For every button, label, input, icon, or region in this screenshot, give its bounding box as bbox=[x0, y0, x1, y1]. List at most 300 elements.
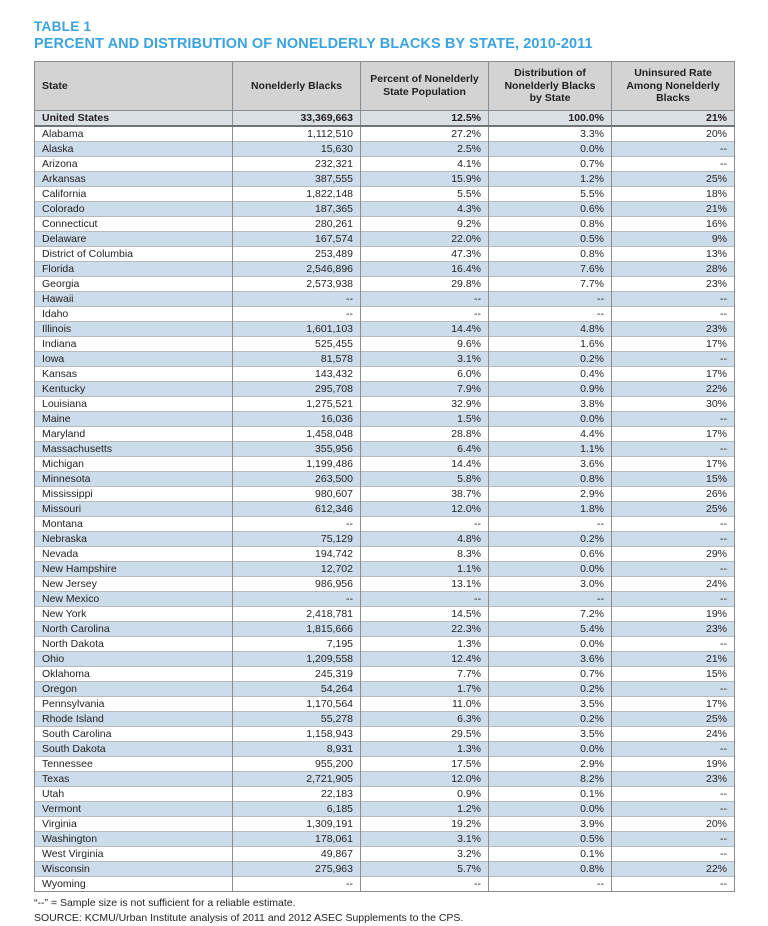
cell-percent-of-state-population: 22.0% bbox=[361, 232, 489, 247]
table-row bbox=[35, 562, 735, 577]
cell-state: Rhode Island bbox=[35, 712, 233, 727]
table-row bbox=[35, 637, 735, 652]
cell-nonelderly-blacks: 54,264 bbox=[233, 682, 361, 697]
cell-distribution: 3.6% bbox=[489, 457, 612, 472]
cell-nonelderly-blacks: -- bbox=[233, 292, 361, 307]
cell-distribution: 7.2% bbox=[489, 607, 612, 622]
cell-nonelderly-blacks: 1,309,191 bbox=[233, 817, 361, 832]
table-row bbox=[35, 547, 735, 562]
cell-nonelderly-blacks: 187,365 bbox=[233, 202, 361, 217]
cell-state: Oklahoma bbox=[35, 667, 233, 682]
cell-nonelderly-blacks: 7,195 bbox=[233, 637, 361, 652]
cell-percent-of-state-population: 15.9% bbox=[361, 172, 489, 187]
table-row bbox=[35, 307, 735, 322]
cell-nonelderly-blacks: 253,489 bbox=[233, 247, 361, 262]
column-header-state-line-1: State bbox=[42, 79, 68, 92]
cell-uninsured-rate: -- bbox=[612, 292, 735, 307]
cell-state: Georgia bbox=[35, 277, 233, 292]
cell-nonelderly-blacks: 2,573,938 bbox=[233, 277, 361, 292]
cell-state: Iowa bbox=[35, 352, 233, 367]
page-title: PERCENT AND DISTRIBUTION OF NONELDERLY BLACKS BY STATE, 2010-2011 bbox=[34, 36, 593, 52]
cell-uninsured-rate: -- bbox=[612, 517, 735, 532]
cell-percent-of-state-population: 4.8% bbox=[361, 532, 489, 547]
cell-state: North Carolina bbox=[35, 622, 233, 637]
table-row bbox=[35, 757, 735, 772]
table-row bbox=[35, 142, 735, 157]
nonelderly-blacks-by-state-table bbox=[34, 61, 735, 892]
cell-state: South Dakota bbox=[35, 742, 233, 757]
table-header bbox=[35, 62, 735, 111]
cell-nonelderly-blacks: 263,500 bbox=[233, 472, 361, 487]
cell-state: Idaho bbox=[35, 307, 233, 322]
cell-nonelderly-blacks: 143,432 bbox=[233, 367, 361, 382]
cell-nonelderly-blacks: 49,867 bbox=[233, 847, 361, 862]
cell-distribution: 3.3% bbox=[489, 126, 612, 142]
cell-uninsured-rate: 17% bbox=[612, 337, 735, 352]
table-row bbox=[35, 802, 735, 817]
cell-nonelderly-blacks: 22,183 bbox=[233, 787, 361, 802]
cell-percent-of-state-population: 14.5% bbox=[361, 607, 489, 622]
cell-distribution: 8.2% bbox=[489, 772, 612, 787]
table-row-total bbox=[35, 110, 735, 126]
cell-distribution: 0.8% bbox=[489, 862, 612, 877]
cell-distribution: 0.5% bbox=[489, 832, 612, 847]
cell-state: Colorado bbox=[35, 202, 233, 217]
cell-nonelderly-blacks: -- bbox=[233, 592, 361, 607]
cell-state: North Dakota bbox=[35, 637, 233, 652]
cell-percent-of-state-population: -- bbox=[361, 292, 489, 307]
cell-nonelderly-blacks: 275,963 bbox=[233, 862, 361, 877]
cell-uninsured-rate: -- bbox=[612, 352, 735, 367]
cell-state: Washington bbox=[35, 832, 233, 847]
cell-distribution: 1.8% bbox=[489, 502, 612, 517]
cell-uninsured-rate: -- bbox=[612, 412, 735, 427]
cell-distribution: 0.0% bbox=[489, 742, 612, 757]
cell-percent-of-state-population: 1.3% bbox=[361, 742, 489, 757]
cell-distribution: 3.9% bbox=[489, 817, 612, 832]
cell-state: Wisconsin bbox=[35, 862, 233, 877]
cell-state: Alaska bbox=[35, 142, 233, 157]
cell-uninsured-rate: -- bbox=[612, 637, 735, 652]
cell-nonelderly-blacks: 6,185 bbox=[233, 802, 361, 817]
cell-uninsured-rate: -- bbox=[612, 307, 735, 322]
table-row bbox=[35, 847, 735, 862]
cell-uninsured-rate: -- bbox=[612, 442, 735, 457]
cell-state: Alabama bbox=[35, 126, 233, 142]
table-row bbox=[35, 262, 735, 277]
cell-state: Arkansas bbox=[35, 172, 233, 187]
column-header-percent-of-state-population bbox=[361, 62, 489, 111]
cell-uninsured-rate: 23% bbox=[612, 277, 735, 292]
cell-percent-of-state-population: 3.1% bbox=[361, 832, 489, 847]
cell-percent-of-state-population: 27.2% bbox=[361, 126, 489, 142]
cell-nonelderly-blacks: -- bbox=[233, 307, 361, 322]
table-row bbox=[35, 427, 735, 442]
cell-percent-of-state-population: 12.0% bbox=[361, 772, 489, 787]
cell-state: Indiana bbox=[35, 337, 233, 352]
cell-state: Oregon bbox=[35, 682, 233, 697]
table-row bbox=[35, 667, 735, 682]
cell-distribution: 0.0% bbox=[489, 142, 612, 157]
cell-percent-of-state-population: 4.1% bbox=[361, 157, 489, 172]
cell-uninsured-rate: 21% bbox=[612, 652, 735, 667]
table-row bbox=[35, 187, 735, 202]
cell-state: Tennessee bbox=[35, 757, 233, 772]
cell-state: California bbox=[35, 187, 233, 202]
cell-state: Illinois bbox=[35, 322, 233, 337]
cell-nonelderly-blacks: 1,458,048 bbox=[233, 427, 361, 442]
table-row bbox=[35, 126, 735, 142]
cell-distribution: 1.1% bbox=[489, 442, 612, 457]
cell-state: Ohio bbox=[35, 652, 233, 667]
cell-percent-of-state-population: 1.1% bbox=[361, 562, 489, 577]
cell-uninsured-rate: 18% bbox=[612, 187, 735, 202]
cell-nonelderly-blacks: 1,199,486 bbox=[233, 457, 361, 472]
cell-uninsured-rate: 20% bbox=[612, 126, 735, 142]
cell-distribution: 0.8% bbox=[489, 217, 612, 232]
table-row bbox=[35, 682, 735, 697]
table-row bbox=[35, 322, 735, 337]
cell-uninsured-rate: 19% bbox=[612, 607, 735, 622]
cell-distribution: 2.9% bbox=[489, 487, 612, 502]
cell-distribution: 0.0% bbox=[489, 412, 612, 427]
table-row bbox=[35, 352, 735, 367]
table-row bbox=[35, 772, 735, 787]
cell-nonelderly-blacks: 1,815,666 bbox=[233, 622, 361, 637]
cell-uninsured-rate: 17% bbox=[612, 697, 735, 712]
cell-uninsured-rate: -- bbox=[612, 877, 735, 892]
cell-uninsured-rate: 22% bbox=[612, 862, 735, 877]
cell-nonelderly-blacks: 525,455 bbox=[233, 337, 361, 352]
cell-distribution: 3.6% bbox=[489, 652, 612, 667]
table-row bbox=[35, 202, 735, 217]
cell-nonelderly-blacks: 295,708 bbox=[233, 382, 361, 397]
cell-distribution: 3.0% bbox=[489, 577, 612, 592]
cell-percent-of-state-population: 19.2% bbox=[361, 817, 489, 832]
column-header-nonelderly-blacks bbox=[233, 62, 361, 111]
cell-distribution: 7.7% bbox=[489, 277, 612, 292]
cell-uninsured-rate: 25% bbox=[612, 172, 735, 187]
cell-percent-of-state-population: 9.6% bbox=[361, 337, 489, 352]
cell-percent-of-state-population: -- bbox=[361, 877, 489, 892]
cell-distribution: 2.9% bbox=[489, 757, 612, 772]
cell-uninsured-rate: 19% bbox=[612, 757, 735, 772]
cell-nonelderly-blacks: 167,574 bbox=[233, 232, 361, 247]
cell-distribution: 4.8% bbox=[489, 322, 612, 337]
cell-percent-of-state-population: 1.3% bbox=[361, 637, 489, 652]
cell-distribution: 0.6% bbox=[489, 547, 612, 562]
cell-distribution: 0.5% bbox=[489, 232, 612, 247]
cell-nonelderly-blacks: 232,321 bbox=[233, 157, 361, 172]
cell-percent-of-state-population: 11.0% bbox=[361, 697, 489, 712]
cell-percent-of-state-population: 1.5% bbox=[361, 412, 489, 427]
table-row bbox=[35, 652, 735, 667]
cell-state: United States bbox=[35, 110, 233, 126]
cell-uninsured-rate: -- bbox=[612, 802, 735, 817]
cell-distribution: 0.6% bbox=[489, 202, 612, 217]
cell-state: Minnesota bbox=[35, 472, 233, 487]
cell-uninsured-rate: 24% bbox=[612, 577, 735, 592]
cell-distribution: 0.0% bbox=[489, 562, 612, 577]
cell-state: New York bbox=[35, 607, 233, 622]
cell-percent-of-state-population: 17.5% bbox=[361, 757, 489, 772]
cell-uninsured-rate: 26% bbox=[612, 487, 735, 502]
cell-distribution: 3.5% bbox=[489, 727, 612, 742]
table-label: TABLE 1 bbox=[34, 19, 92, 34]
cell-uninsured-rate: -- bbox=[612, 142, 735, 157]
cell-nonelderly-blacks: 16,036 bbox=[233, 412, 361, 427]
cell-distribution: 0.2% bbox=[489, 712, 612, 727]
cell-nonelderly-blacks: 1,209,558 bbox=[233, 652, 361, 667]
table-row bbox=[35, 712, 735, 727]
cell-percent-of-state-population: 3.1% bbox=[361, 352, 489, 367]
cell-distribution: 3.5% bbox=[489, 697, 612, 712]
cell-state: New Mexico bbox=[35, 592, 233, 607]
cell-nonelderly-blacks: 245,319 bbox=[233, 667, 361, 682]
cell-distribution: 5.5% bbox=[489, 187, 612, 202]
table-body bbox=[35, 110, 735, 892]
column-header-distribution-line-1: Distribution of bbox=[514, 67, 586, 79]
cell-percent-of-state-population: -- bbox=[361, 517, 489, 532]
cell-uninsured-rate: 17% bbox=[612, 457, 735, 472]
cell-uninsured-rate: 29% bbox=[612, 547, 735, 562]
cell-state: Nebraska bbox=[35, 532, 233, 547]
cell-percent-of-state-population: 5.5% bbox=[361, 187, 489, 202]
cell-percent-of-state-population: 12.0% bbox=[361, 502, 489, 517]
cell-percent-of-state-population: 29.5% bbox=[361, 727, 489, 742]
cell-uninsured-rate: 17% bbox=[612, 427, 735, 442]
column-header-distribution-line-3: by State bbox=[529, 92, 571, 104]
cell-state: Maine bbox=[35, 412, 233, 427]
cell-state: Louisiana bbox=[35, 397, 233, 412]
cell-nonelderly-blacks: 1,822,148 bbox=[233, 187, 361, 202]
table-row bbox=[35, 817, 735, 832]
cell-nonelderly-blacks: 2,418,781 bbox=[233, 607, 361, 622]
column-header-percent-line-2: State Population bbox=[383, 85, 466, 98]
table-row bbox=[35, 487, 735, 502]
cell-distribution: 0.4% bbox=[489, 367, 612, 382]
cell-uninsured-rate: 22% bbox=[612, 382, 735, 397]
cell-uninsured-rate: 17% bbox=[612, 367, 735, 382]
cell-nonelderly-blacks: 8,931 bbox=[233, 742, 361, 757]
cell-nonelderly-blacks: 1,112,510 bbox=[233, 126, 361, 142]
table-notes bbox=[34, 896, 734, 925]
column-header-distribution bbox=[489, 62, 612, 111]
cell-state: South Carolina bbox=[35, 727, 233, 742]
table-row bbox=[35, 577, 735, 592]
column-header-uninsured-rate bbox=[612, 62, 735, 111]
cell-uninsured-rate: -- bbox=[612, 847, 735, 862]
cell-state: Connecticut bbox=[35, 217, 233, 232]
cell-percent-of-state-population: 32.9% bbox=[361, 397, 489, 412]
cell-state: Utah bbox=[35, 787, 233, 802]
table-row bbox=[35, 337, 735, 352]
cell-state: New Hampshire bbox=[35, 562, 233, 577]
cell-state: Hawaii bbox=[35, 292, 233, 307]
cell-uninsured-rate: 15% bbox=[612, 667, 735, 682]
cell-state: Wyoming bbox=[35, 877, 233, 892]
cell-nonelderly-blacks: -- bbox=[233, 877, 361, 892]
cell-nonelderly-blacks: 194,742 bbox=[233, 547, 361, 562]
cell-distribution: 0.8% bbox=[489, 472, 612, 487]
cell-uninsured-rate: -- bbox=[612, 787, 735, 802]
cell-distribution: 0.2% bbox=[489, 352, 612, 367]
cell-distribution: 4.4% bbox=[489, 427, 612, 442]
cell-nonelderly-blacks: 81,578 bbox=[233, 352, 361, 367]
cell-distribution: -- bbox=[489, 517, 612, 532]
table-row bbox=[35, 397, 735, 412]
table-row bbox=[35, 697, 735, 712]
table-row bbox=[35, 727, 735, 742]
cell-uninsured-rate: 23% bbox=[612, 622, 735, 637]
cell-nonelderly-blacks: 2,721,905 bbox=[233, 772, 361, 787]
cell-percent-of-state-population: 5.8% bbox=[361, 472, 489, 487]
cell-percent-of-state-population: 3.2% bbox=[361, 847, 489, 862]
table-row bbox=[35, 787, 735, 802]
cell-distribution: 0.2% bbox=[489, 532, 612, 547]
cell-uninsured-rate: -- bbox=[612, 832, 735, 847]
table-row bbox=[35, 412, 735, 427]
cell-distribution: 0.0% bbox=[489, 802, 612, 817]
column-header-percent-line-1: Percent of Nonelderly bbox=[370, 73, 479, 86]
table-row bbox=[35, 607, 735, 622]
cell-percent-of-state-population: 12.5% bbox=[361, 110, 489, 126]
cell-uninsured-rate: -- bbox=[612, 562, 735, 577]
cell-uninsured-rate: 9% bbox=[612, 232, 735, 247]
cell-uninsured-rate: 16% bbox=[612, 217, 735, 232]
column-header-uninsured-line-1: Uninsured Rate bbox=[634, 67, 712, 79]
cell-distribution: 0.9% bbox=[489, 382, 612, 397]
cell-state: Virginia bbox=[35, 817, 233, 832]
cell-uninsured-rate: 24% bbox=[612, 727, 735, 742]
cell-uninsured-rate: -- bbox=[612, 742, 735, 757]
cell-uninsured-rate: 13% bbox=[612, 247, 735, 262]
cell-nonelderly-blacks: 280,261 bbox=[233, 217, 361, 232]
cell-state: Montana bbox=[35, 517, 233, 532]
cell-nonelderly-blacks: -- bbox=[233, 517, 361, 532]
table-row bbox=[35, 517, 735, 532]
cell-state: Vermont bbox=[35, 802, 233, 817]
cell-distribution: 1.2% bbox=[489, 172, 612, 187]
cell-percent-of-state-population: -- bbox=[361, 592, 489, 607]
cell-uninsured-rate: 25% bbox=[612, 712, 735, 727]
cell-state: Massachusetts bbox=[35, 442, 233, 457]
table-row bbox=[35, 502, 735, 517]
cell-state: Texas bbox=[35, 772, 233, 787]
footnote-dashes: “--” = Sample size is not sufficient for a reliable estimate. bbox=[34, 897, 296, 909]
cell-percent-of-state-population: 7.7% bbox=[361, 667, 489, 682]
cell-percent-of-state-population: -- bbox=[361, 307, 489, 322]
cell-uninsured-rate: -- bbox=[612, 592, 735, 607]
table-row bbox=[35, 247, 735, 262]
cell-uninsured-rate: 21% bbox=[612, 202, 735, 217]
cell-percent-of-state-population: 14.4% bbox=[361, 322, 489, 337]
cell-uninsured-rate: 25% bbox=[612, 502, 735, 517]
cell-nonelderly-blacks: 1,275,521 bbox=[233, 397, 361, 412]
cell-uninsured-rate: -- bbox=[612, 157, 735, 172]
cell-percent-of-state-population: 47.3% bbox=[361, 247, 489, 262]
cell-distribution: 3.8% bbox=[489, 397, 612, 412]
cell-uninsured-rate: 20% bbox=[612, 817, 735, 832]
cell-state: West Virginia bbox=[35, 847, 233, 862]
cell-state: Nevada bbox=[35, 547, 233, 562]
cell-uninsured-rate: 30% bbox=[612, 397, 735, 412]
cell-nonelderly-blacks: 1,158,943 bbox=[233, 727, 361, 742]
cell-distribution: -- bbox=[489, 877, 612, 892]
cell-uninsured-rate: 23% bbox=[612, 772, 735, 787]
cell-distribution: 100.0% bbox=[489, 110, 612, 126]
cell-distribution: 0.7% bbox=[489, 157, 612, 172]
cell-percent-of-state-population: 6.4% bbox=[361, 442, 489, 457]
column-header-nonelderly-blacks-line-1: Nonelderly Blacks bbox=[250, 79, 343, 92]
cell-distribution: 5.4% bbox=[489, 622, 612, 637]
cell-percent-of-state-population: 0.9% bbox=[361, 787, 489, 802]
cell-percent-of-state-population: 1.7% bbox=[361, 682, 489, 697]
cell-percent-of-state-population: 8.3% bbox=[361, 547, 489, 562]
cell-distribution: 0.1% bbox=[489, 847, 612, 862]
cell-nonelderly-blacks: 387,555 bbox=[233, 172, 361, 187]
cell-state: Delaware bbox=[35, 232, 233, 247]
cell-distribution: 7.6% bbox=[489, 262, 612, 277]
cell-percent-of-state-population: 12.4% bbox=[361, 652, 489, 667]
cell-distribution: 0.0% bbox=[489, 637, 612, 652]
column-header-distribution-line-2: Nonelderly Blacks bbox=[504, 79, 596, 92]
table-row bbox=[35, 232, 735, 247]
cell-uninsured-rate: 23% bbox=[612, 322, 735, 337]
cell-uninsured-rate: 21% bbox=[612, 110, 735, 126]
cell-state: Maryland bbox=[35, 427, 233, 442]
cell-distribution: 0.7% bbox=[489, 667, 612, 682]
cell-nonelderly-blacks: 980,607 bbox=[233, 487, 361, 502]
table-row bbox=[35, 877, 735, 892]
cell-uninsured-rate: 28% bbox=[612, 262, 735, 277]
cell-nonelderly-blacks: 15,630 bbox=[233, 142, 361, 157]
cell-percent-of-state-population: 2.5% bbox=[361, 142, 489, 157]
cell-state: Florida bbox=[35, 262, 233, 277]
cell-percent-of-state-population: 29.8% bbox=[361, 277, 489, 292]
cell-uninsured-rate: -- bbox=[612, 532, 735, 547]
cell-state: Mississippi bbox=[35, 487, 233, 502]
cell-nonelderly-blacks: 75,129 bbox=[233, 532, 361, 547]
cell-percent-of-state-population: 16.4% bbox=[361, 262, 489, 277]
table-header-row bbox=[35, 62, 735, 111]
cell-nonelderly-blacks: 355,956 bbox=[233, 442, 361, 457]
table-row bbox=[35, 862, 735, 877]
table-row bbox=[35, 472, 735, 487]
cell-distribution: 0.2% bbox=[489, 682, 612, 697]
cell-percent-of-state-population: 28.8% bbox=[361, 427, 489, 442]
column-header-uninsured-line-3: Blacks bbox=[656, 92, 690, 104]
cell-nonelderly-blacks: 33,369,663 bbox=[233, 110, 361, 126]
table-row bbox=[35, 217, 735, 232]
cell-percent-of-state-population: 1.2% bbox=[361, 802, 489, 817]
cell-state: New Jersey bbox=[35, 577, 233, 592]
cell-percent-of-state-population: 22.3% bbox=[361, 622, 489, 637]
cell-state: Pennsylvania bbox=[35, 697, 233, 712]
table-row bbox=[35, 622, 735, 637]
source-note: SOURCE: KCMU/Urban Institute analysis of 2011 and 2012 ASEC Supplements to the CPS. bbox=[34, 911, 464, 924]
table-row bbox=[35, 382, 735, 397]
cell-state: District of Columbia bbox=[35, 247, 233, 262]
table-row bbox=[35, 172, 735, 187]
table-row bbox=[35, 742, 735, 757]
cell-percent-of-state-population: 13.1% bbox=[361, 577, 489, 592]
cell-distribution: -- bbox=[489, 307, 612, 322]
cell-distribution: 1.6% bbox=[489, 337, 612, 352]
cell-state: Michigan bbox=[35, 457, 233, 472]
cell-percent-of-state-population: 14.4% bbox=[361, 457, 489, 472]
cell-nonelderly-blacks: 1,170,564 bbox=[233, 697, 361, 712]
